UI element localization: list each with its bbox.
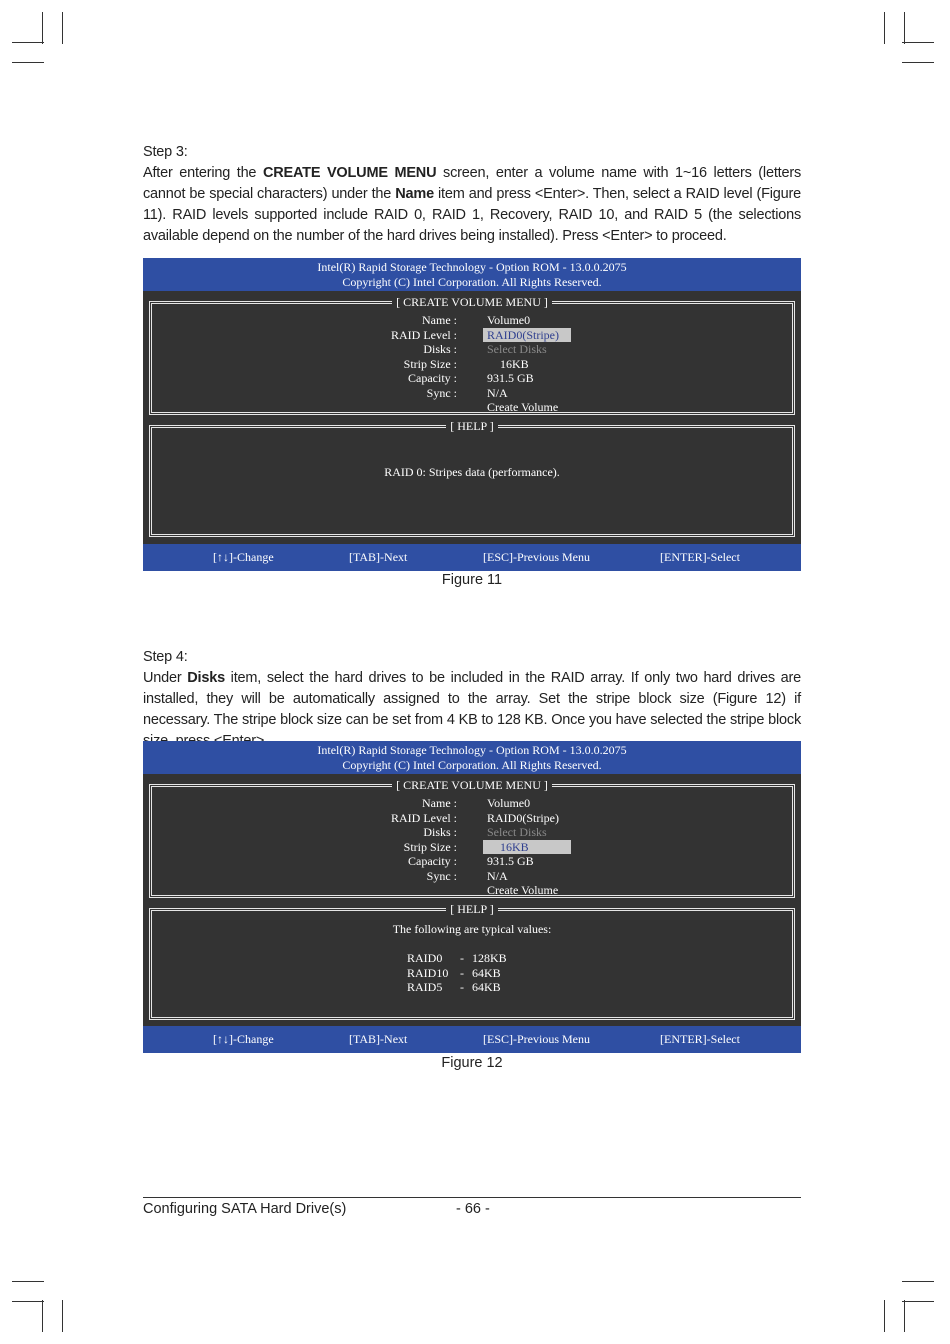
bios-screen-figure-12	[143, 741, 801, 1053]
bios-footer	[143, 544, 801, 571]
footer-change: [↑↓]-Change	[213, 1032, 274, 1046]
field-raid-level[interactable]: RAID Level : RAID0(Stripe)	[391, 810, 559, 825]
help-panel	[149, 419, 795, 537]
help-title: [ HELP ]	[446, 419, 498, 433]
footer-previous: [ESC]-Previous Menu	[483, 550, 590, 564]
footer-section-title: Configuring SATA Hard Drive(s)	[143, 1201, 347, 1217]
bios-footer	[143, 1026, 801, 1053]
field-strip-size[interactable]: Strip Size : 16KB	[403, 356, 529, 371]
step-4-section	[143, 647, 801, 752]
crop-mark	[902, 1301, 934, 1302]
field-capacity[interactable]: Capacity : 931.5 GB	[408, 854, 534, 868]
field-disks[interactable]: Disks : Select Disks	[423, 342, 547, 356]
bios-header	[143, 741, 801, 774]
help-text: RAID 0: Stripes data (performance).	[384, 465, 560, 479]
step-3-paragraph: After entering the CREATE VOLUME MENU screen, enter a volume name with 1~16 letters (letters cannot be special characters) under the Name item and press <Enter>. Then, select a RAID level (Figure 11). RAID levels supported include RAID 0, RAID 1, Recovery, RAID 10, and RAID 5 (the selections available depend on the number of the hard drives being installed). Press <Enter> to proceed.	[143, 165, 802, 244]
footer-select: [ENTER]-Select	[660, 550, 740, 564]
raid-level-selected[interactable]: RAID0(Stripe)	[483, 328, 571, 343]
figure-11-caption: Figure 11	[441, 572, 503, 588]
footer-previous: [ESC]-Previous Menu	[483, 1032, 590, 1046]
step-4-heading: Step 4:	[143, 649, 188, 665]
crop-mark	[902, 42, 934, 43]
bios-header-title: Intel(R) Rapid Storage Technology - Option ROM - 13.0.0.2075	[317, 743, 627, 757]
create-volume-panel	[149, 778, 795, 898]
crop-mark	[12, 42, 44, 43]
footer-next: [TAB]-Next	[349, 550, 408, 564]
crop-mark	[902, 1281, 934, 1282]
help-title: [ HELP ]	[446, 902, 498, 916]
step-3-section	[143, 142, 801, 247]
crop-mark	[904, 12, 905, 44]
field-sync[interactable]: Sync : N/A	[426, 385, 508, 400]
create-volume-title: [ CREATE VOLUME MENU ]	[392, 295, 552, 309]
help-panel: [ HELP ] The following are typical values: RAID0 - 128KB RAID10 - 64KB RAID5 - 64KB	[149, 908, 795, 1020]
field-name[interactable]: Name : Volume0	[422, 313, 531, 327]
bios-header-copyright: Copyright (C) Intel Corporation. All Rights Reserved.	[342, 757, 602, 772]
crop-mark	[42, 12, 43, 44]
bios-screen-figure-11	[143, 258, 801, 571]
field-raid-level[interactable]: RAID Level : RAID0(Stripe)	[152, 328, 792, 343]
footer-change: [↑↓]-Change	[213, 550, 274, 564]
step-4-paragraph: Under Disks item, select the hard drives to be included in the RAID array. If only two hard drives are installed, they will be automatically assigned to the array. Set the stripe block size (Figure 12) if necessary. The stripe block size can be set from 4 KB to 128 KB. Once you have selected the stripe block	[143, 670, 801, 728]
footer-select: [ENTER]-Select	[660, 1032, 740, 1046]
figure-12-caption: Figure 12	[441, 1055, 503, 1071]
field-sync[interactable]: Sync : N/A	[426, 868, 508, 883]
help-intro: The following are typical values:	[392, 922, 552, 936]
footer-next: [TAB]-Next	[349, 1032, 408, 1046]
bios-body	[143, 774, 801, 1026]
step-3-heading: Step 3:	[143, 144, 188, 160]
page-number: - 66 -	[456, 1201, 490, 1217]
bios-header-title: Intel(R) Rapid Storage Technology - Option ROM - 13.0.0.2075	[317, 260, 627, 274]
bios-body	[143, 291, 801, 544]
bios-header-copyright: Copyright (C) Intel Corporation. All Rights Reserved.	[342, 274, 602, 289]
bios-header	[143, 258, 801, 291]
crop-mark	[902, 62, 934, 63]
crop-mark	[12, 62, 44, 63]
create-volume-option[interactable]: Create Volume	[487, 883, 559, 897]
field-disks[interactable]: Disks : Select Disks	[423, 825, 547, 839]
crop-mark	[12, 1301, 44, 1302]
page-footer	[143, 1197, 801, 1217]
crop-mark	[884, 1300, 885, 1332]
create-volume-panel	[149, 295, 795, 415]
crop-mark	[62, 1300, 63, 1332]
crop-mark	[42, 1300, 43, 1332]
strip-size-selected[interactable]: 16KB	[483, 840, 571, 855]
create-volume-title: [ CREATE VOLUME MENU ]	[392, 778, 552, 792]
field-name[interactable]: Name : Volume0	[422, 796, 531, 810]
crop-mark	[12, 1281, 44, 1282]
crop-mark	[884, 12, 885, 44]
field-strip-size[interactable]: Strip Size : 16KB	[152, 840, 792, 855]
field-capacity[interactable]: Capacity : 931.5 GB	[408, 371, 534, 385]
create-volume-option[interactable]: Create Volume	[487, 400, 559, 414]
crop-mark	[62, 12, 63, 44]
crop-mark	[904, 1300, 905, 1332]
